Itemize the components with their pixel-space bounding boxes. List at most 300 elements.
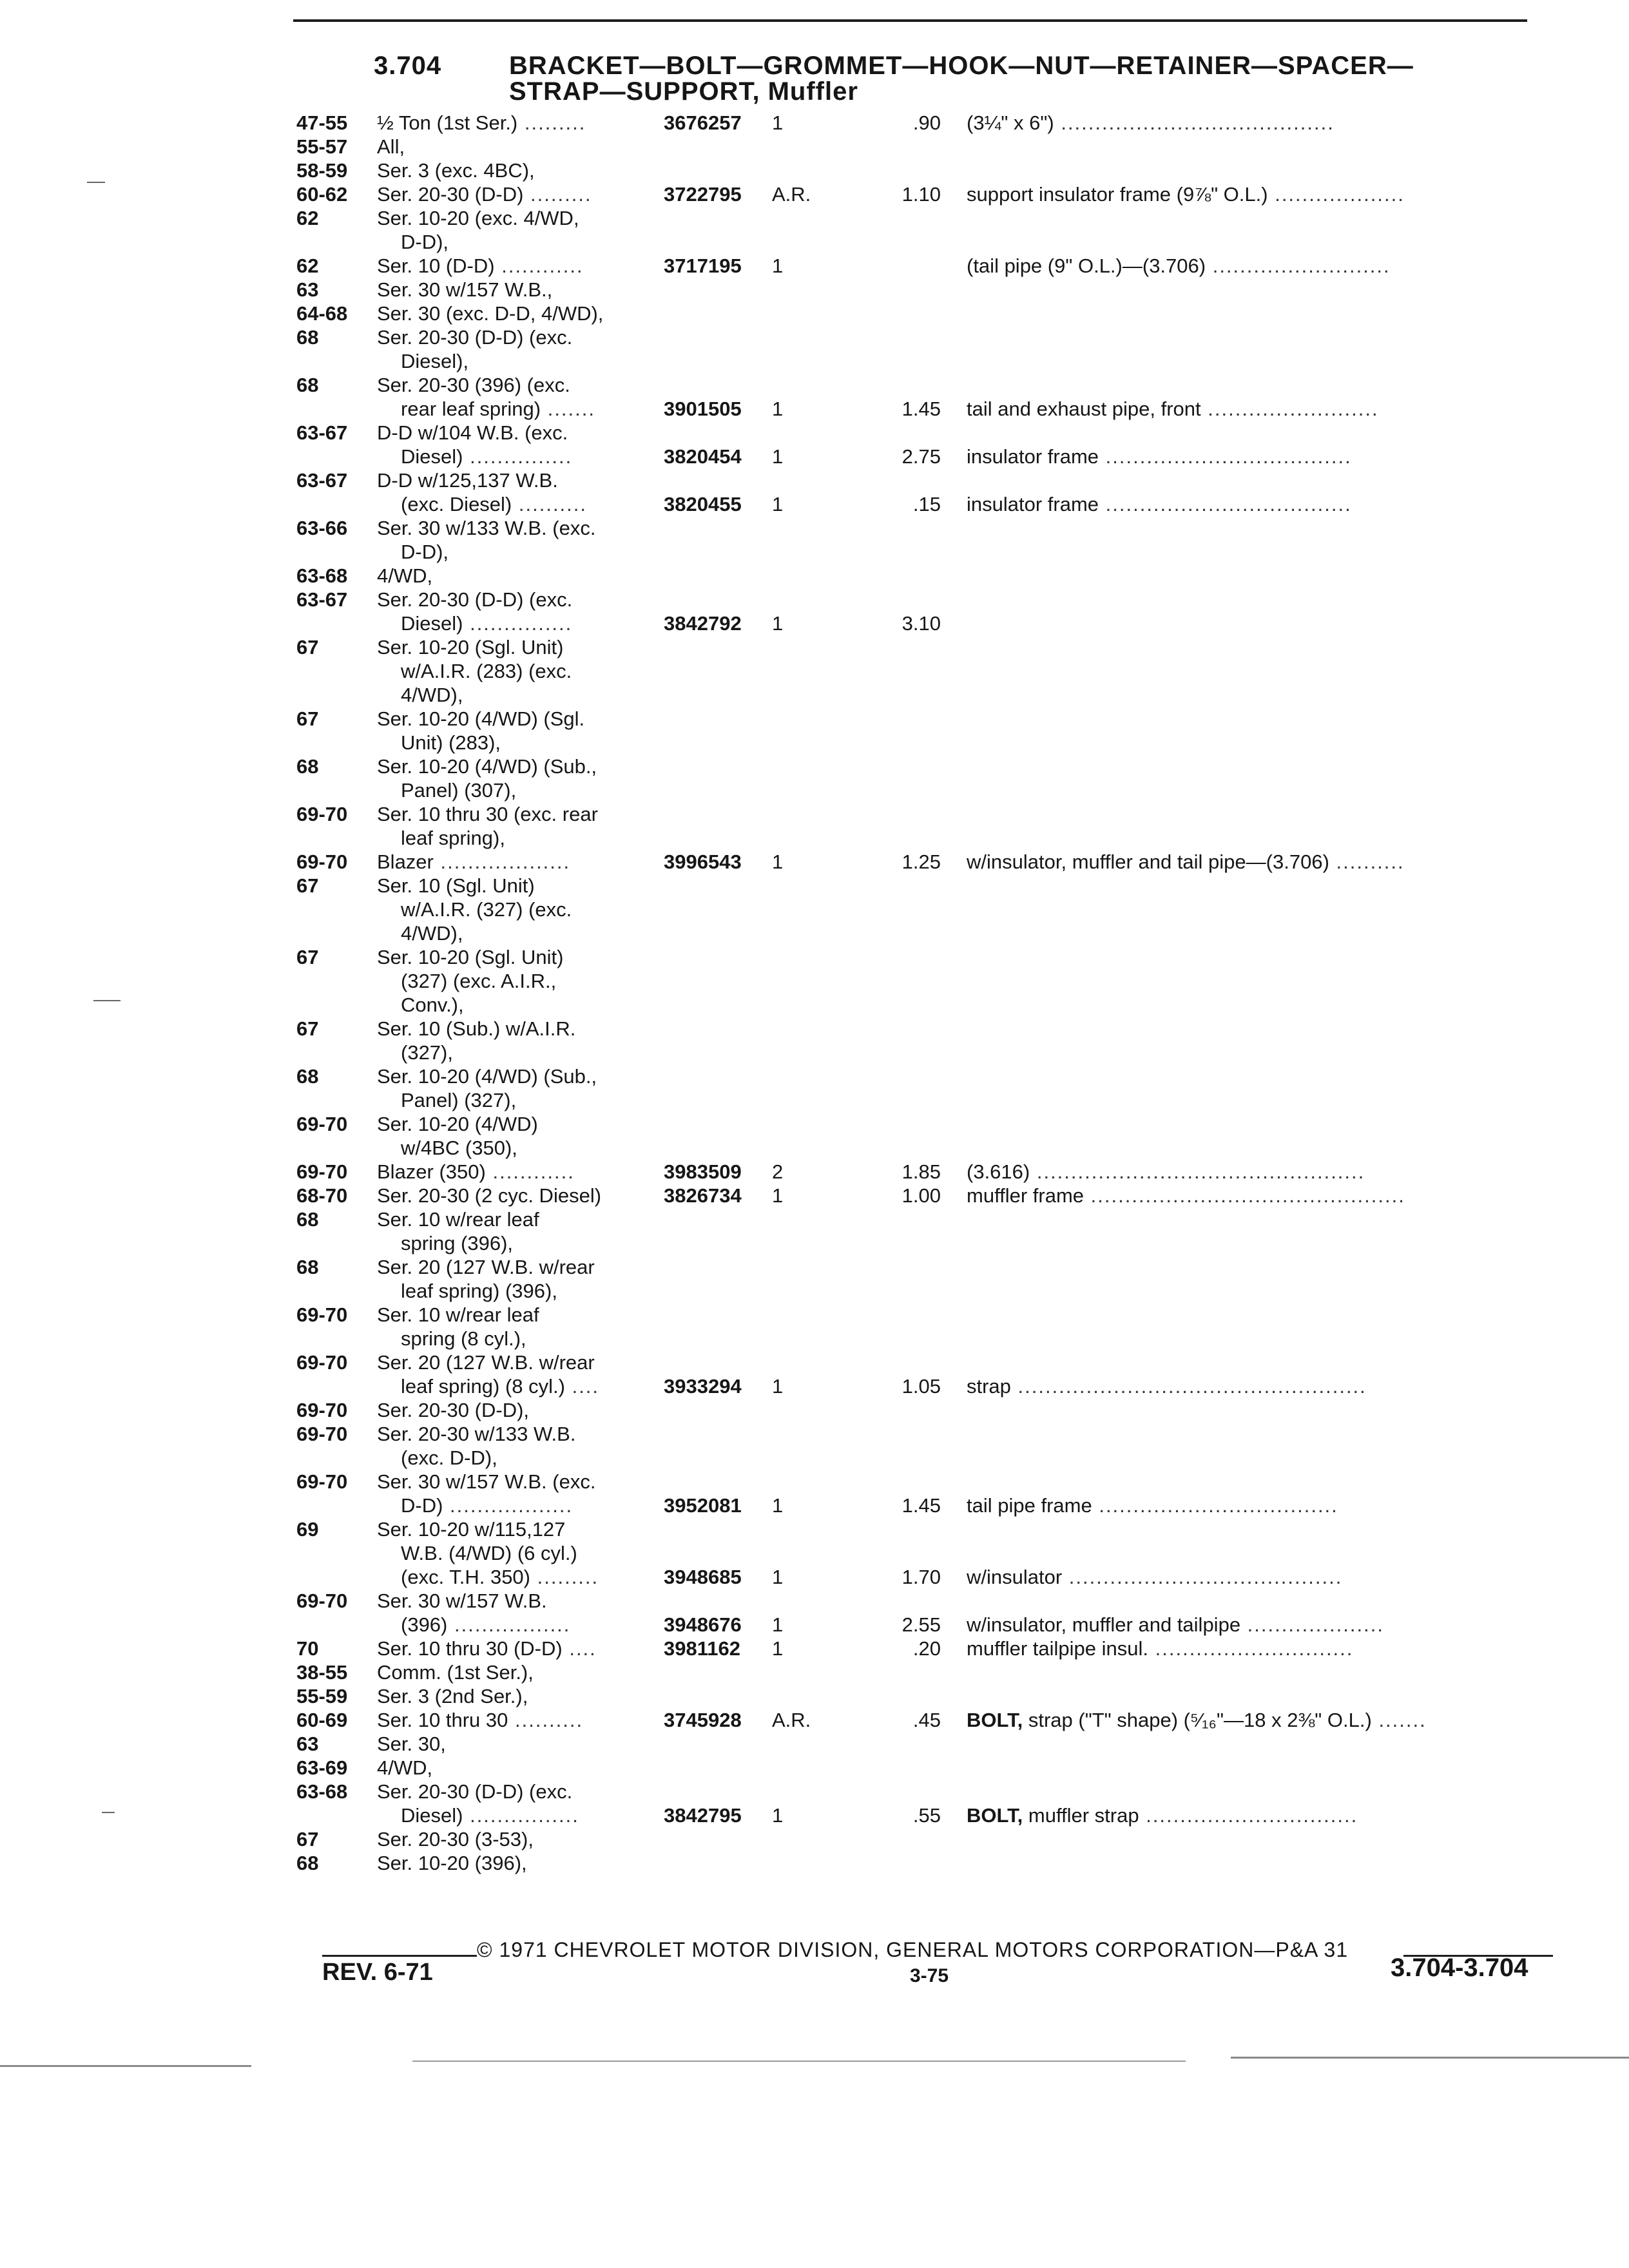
description-cell — [967, 397, 1559, 421]
model-year: 69-70 — [296, 1399, 348, 1421]
application-text: w/A.I.R. (283) (exc. — [401, 660, 572, 682]
model-year: 63-68 — [296, 564, 348, 587]
description-cell — [967, 1708, 1559, 1732]
parts-row — [296, 206, 1559, 230]
model-year: 69-70 — [296, 1113, 348, 1135]
parts-row — [296, 1136, 1559, 1160]
model-year: 69-70 — [296, 1470, 348, 1493]
description-text: support insulator frame (9⅞" O.L.) — [967, 183, 1268, 206]
application-cell — [401, 1041, 752, 1064]
description-leader: .......... — [1329, 850, 1405, 873]
parts-row — [296, 278, 1559, 302]
description-cell — [967, 445, 1559, 468]
parts-row — [296, 802, 1559, 826]
list-price: 1.00 — [901, 1184, 941, 1207]
quantity: A.R. — [772, 1709, 811, 1731]
quantity: 2 — [772, 1160, 784, 1183]
application-text: Ser. 30 w/157 W.B. — [377, 1590, 547, 1612]
part-number: 3820454 — [664, 445, 742, 468]
model-year: 69-70 — [296, 803, 348, 825]
description-leader: .............................................. — [1084, 1184, 1405, 1207]
application-text: Ser. 10-20 (4/WD) (Sub., — [377, 755, 597, 778]
application-cell — [377, 1660, 728, 1684]
application-text: w/4BC (350), — [401, 1137, 517, 1159]
application-text: Blazer — [377, 850, 434, 873]
application-cell — [401, 230, 752, 254]
application-text: Ser. 10 thru 30 (D-D) — [377, 1637, 563, 1660]
description-cell — [967, 1565, 1559, 1589]
part-number: 3745928 — [664, 1709, 742, 1731]
application-cell — [401, 969, 752, 993]
list-price: 2.75 — [901, 445, 941, 468]
section-title-line2-text: STRAP—SUPPORT, — [509, 77, 760, 106]
application-leader: ............ — [494, 255, 584, 277]
application-cell — [377, 278, 728, 302]
model-year: 67 — [296, 636, 319, 658]
application-text: leaf spring) (396), — [401, 1280, 557, 1302]
model-year: 69-70 — [296, 1590, 348, 1612]
application-text: Panel) (307), — [401, 779, 517, 802]
description-leader: ......................... — [1200, 398, 1379, 420]
application-cell — [377, 1422, 728, 1446]
application-cell — [377, 1756, 728, 1780]
application-text: Diesel) — [401, 1804, 463, 1827]
application-leader: .... — [562, 1637, 597, 1660]
application-cell — [377, 159, 728, 182]
description-cell — [967, 182, 1559, 206]
list-price: 1.45 — [901, 1494, 941, 1517]
parts-row — [296, 230, 1559, 254]
model-year: 67 — [296, 707, 319, 730]
application-text: Ser. 10 (Sgl. Unit) — [377, 874, 535, 897]
parts-row — [296, 1088, 1559, 1112]
parts-row — [296, 1494, 1559, 1517]
parts-row — [296, 683, 1559, 707]
parts-row — [296, 850, 1559, 874]
application-cell — [401, 659, 752, 683]
parts-row — [296, 1350, 1559, 1374]
description-text: tail pipe frame — [967, 1494, 1092, 1517]
copyright-line: © 1971 CHEVROLET MOTOR DIVISION, GENERAL MOTORS CORPORATION—P&A 31 — [477, 1938, 1349, 1961]
list-price: .90 — [912, 111, 941, 134]
description-leader: ........................................ — [1054, 111, 1335, 134]
description-text: muffler frame — [967, 1184, 1084, 1207]
parts-row — [296, 1660, 1559, 1684]
part-number: 3676257 — [664, 111, 742, 134]
application-text: D-D), — [401, 231, 449, 253]
description-text: muffler strap — [1028, 1804, 1139, 1827]
application-cell — [401, 1088, 752, 1112]
application-text: D-D w/125,137 W.B. — [377, 469, 558, 492]
part-number: 3952081 — [664, 1494, 742, 1517]
application-text: (exc. T.H. 350) — [401, 1566, 531, 1588]
application-cell — [377, 302, 728, 325]
model-year: 58-59 — [296, 159, 348, 182]
application-leader: ....... — [541, 398, 595, 420]
section-title-line1: BRACKET—BOLT—GROMMET—HOOK—NUT—RETAINER—SPACER— — [509, 52, 1414, 80]
application-cell — [377, 945, 728, 969]
model-year: 68 — [296, 1065, 319, 1088]
list-price: 1.25 — [901, 850, 941, 873]
margin-mark-3 — [102, 1812, 115, 1813]
quantity: 1 — [772, 111, 784, 134]
part-number: 3842795 — [664, 1804, 742, 1827]
application-cell — [377, 874, 728, 898]
application-text: All, — [377, 135, 405, 158]
quantity: 1 — [772, 493, 784, 515]
application-text: W.B. (4/WD) (6 cyl.) — [401, 1542, 577, 1564]
application-text: Ser. 10-20 (396), — [377, 1852, 527, 1874]
parts-row — [296, 1756, 1559, 1780]
application-cell — [377, 1207, 728, 1231]
model-year: 70 — [296, 1637, 319, 1660]
model-year: 63-67 — [296, 421, 348, 444]
application-text: Conv.), — [401, 994, 464, 1016]
description-leader: ................................... — [1092, 1494, 1338, 1517]
section-subtitle: Muffler — [767, 77, 858, 106]
bottom-rule-center — [412, 2061, 1186, 2062]
part-number: 3901505 — [664, 398, 742, 420]
quantity: 1 — [772, 1613, 784, 1636]
description-leader: ................................................... — [1010, 1375, 1367, 1398]
model-year: 69-70 — [296, 1303, 348, 1326]
model-year: 67 — [296, 1828, 319, 1850]
parts-row — [296, 135, 1559, 159]
application-text: (exc. D-D), — [401, 1446, 497, 1469]
application-text: Ser. 10 w/rear leaf — [377, 1303, 539, 1326]
application-text: Ser. 20-30 (D-D) (exc. — [377, 1780, 573, 1803]
application-text: Diesel) — [401, 445, 463, 468]
description-cell — [967, 850, 1559, 874]
application-text: rear leaf spring) — [401, 398, 541, 420]
application-cell — [377, 1064, 728, 1088]
parts-row — [296, 588, 1559, 611]
parts-row — [296, 707, 1559, 731]
application-text: (exc. Diesel) — [401, 493, 512, 515]
parts-row — [296, 1541, 1559, 1565]
description-leader: .................................... — [1099, 445, 1352, 468]
quantity: 1 — [772, 1375, 784, 1398]
parts-row — [296, 1064, 1559, 1088]
model-year: 47-55 — [296, 111, 348, 134]
parts-row — [296, 1565, 1559, 1589]
application-cell — [377, 1398, 728, 1422]
application-text: spring (8 cyl.), — [401, 1327, 526, 1350]
part-number: 3948685 — [664, 1566, 742, 1588]
parts-row — [296, 826, 1559, 850]
application-text: Ser. 10 w/rear leaf — [377, 1208, 539, 1231]
model-year: 63-66 — [296, 517, 348, 539]
description-text: (3¼" x 6") — [967, 111, 1054, 134]
application-cell — [401, 898, 752, 921]
application-cell — [401, 349, 752, 373]
page-number: 3-75 — [910, 1965, 949, 1986]
parts-row — [296, 1207, 1559, 1231]
application-cell — [377, 1303, 728, 1327]
application-cell — [377, 1112, 728, 1136]
part-number: 3948676 — [664, 1613, 742, 1636]
parts-row — [296, 254, 1559, 278]
margin-mark-2 — [93, 1000, 120, 1001]
application-text: Ser. 20-30 (396) (exc. — [377, 374, 570, 396]
model-year: 64-68 — [296, 302, 348, 325]
application-leader: ............... — [463, 445, 573, 468]
quantity: 1 — [772, 445, 784, 468]
quantity: 1 — [772, 1804, 784, 1827]
parts-row — [296, 159, 1559, 182]
application-leader: ................. — [447, 1613, 571, 1636]
application-leader: .................. — [443, 1494, 574, 1517]
application-text: Diesel), — [401, 350, 469, 372]
application-cell — [377, 1827, 728, 1851]
description-text: insulator frame — [967, 445, 1099, 468]
description-cell — [967, 1494, 1559, 1517]
description-cell — [967, 1803, 1559, 1827]
model-year: 69-70 — [296, 1160, 348, 1183]
parts-row — [296, 182, 1559, 206]
parts-row — [296, 1112, 1559, 1136]
model-year: 63-68 — [296, 1780, 348, 1803]
list-price: .20 — [912, 1637, 941, 1660]
description-text: muffler tailpipe insul. — [967, 1637, 1149, 1660]
application-text: Ser. 30 w/133 W.B. (exc. — [377, 517, 596, 539]
model-year: 69-70 — [296, 1351, 348, 1374]
application-text: Ser. 20-30 w/133 W.B. — [377, 1423, 576, 1445]
application-text: 4/WD, — [377, 564, 433, 587]
model-year: 63 — [296, 278, 319, 301]
application-cell — [377, 564, 728, 588]
parts-row — [296, 540, 1559, 564]
description-cell — [967, 1374, 1559, 1398]
application-text: Unit) (283), — [401, 731, 501, 754]
application-text: Ser. 20-30 (2 cyc. Diesel) — [377, 1184, 602, 1207]
quantity: 1 — [772, 850, 784, 873]
application-cell — [377, 206, 728, 230]
application-text: Ser. 10-20 w/115,127 — [377, 1518, 566, 1541]
parts-row — [296, 1470, 1559, 1494]
application-leader: .... — [564, 1375, 600, 1398]
model-year: 69-70 — [296, 1423, 348, 1445]
parts-row — [296, 1803, 1559, 1827]
application-leader: .......... — [512, 493, 588, 515]
application-text: leaf spring), — [401, 827, 505, 849]
quantity: 1 — [772, 1494, 784, 1517]
application-text: Ser. 20 (127 W.B. w/rear — [377, 1351, 595, 1374]
application-cell — [401, 826, 752, 850]
description-leader: ............................. — [1148, 1637, 1354, 1660]
application-cell — [377, 635, 728, 659]
application-text: Ser. 10-20 (exc. 4/WD, — [377, 207, 579, 229]
application-cell — [401, 921, 752, 945]
quantity: A.R. — [772, 183, 811, 206]
application-text: spring (396), — [401, 1232, 514, 1254]
parts-row — [296, 373, 1559, 397]
model-year: 55-57 — [296, 135, 348, 158]
description-cell — [967, 1613, 1559, 1637]
parts-row — [296, 1160, 1559, 1184]
application-text: D-D) — [401, 1494, 443, 1517]
application-text: Blazer (350) — [377, 1160, 486, 1183]
application-text: Ser. 20-30 (D-D), — [377, 1399, 530, 1421]
parts-row — [296, 516, 1559, 540]
parts-row — [296, 421, 1559, 445]
application-text: (396) — [401, 1613, 448, 1636]
application-cell — [401, 1136, 752, 1160]
application-text: 4/WD, — [377, 1756, 433, 1779]
application-cell — [401, 731, 752, 754]
application-cell — [377, 135, 728, 159]
parts-row — [296, 397, 1559, 421]
revision-date: REV. 6-71 — [322, 1959, 433, 1986]
application-cell — [377, 1255, 728, 1279]
application-text: Panel) (327), — [401, 1089, 517, 1111]
parts-row — [296, 1517, 1559, 1541]
list-price: .45 — [912, 1709, 941, 1731]
description-leader: .................................... — [1099, 493, 1352, 515]
top-rule — [293, 19, 1527, 22]
quantity: 1 — [772, 1184, 784, 1207]
model-year: 67 — [296, 874, 319, 897]
application-cell — [377, 1470, 728, 1494]
application-cell — [401, 540, 752, 564]
quantity: 1 — [772, 255, 784, 277]
application-cell — [377, 1851, 728, 1875]
description-leader: ................... — [1268, 183, 1405, 206]
model-year: 69 — [296, 1518, 319, 1541]
application-leader: ............ — [485, 1160, 575, 1183]
application-cell — [401, 1446, 752, 1470]
application-text: Ser. 30 (exc. D-D, 4/WD), — [377, 302, 604, 325]
model-year: 62 — [296, 255, 319, 277]
description-cell — [967, 1637, 1559, 1660]
application-leader: ......... — [523, 183, 592, 206]
footer-rule-left — [322, 1955, 477, 1957]
parts-list — [296, 111, 1559, 1875]
application-text: ½ Ton (1st Ser.) — [377, 111, 518, 134]
application-cell — [377, 707, 728, 731]
quantity: 1 — [772, 1566, 784, 1588]
description-leader: ........................................ — [1062, 1566, 1343, 1588]
application-cell — [377, 421, 728, 445]
model-year: 68 — [296, 1852, 319, 1874]
description-leader: .................... — [1240, 1613, 1384, 1636]
parts-row — [296, 1398, 1559, 1422]
list-price: 2.55 — [901, 1613, 941, 1636]
application-text: Diesel) — [401, 612, 463, 635]
description-leader: ................................................ — [1030, 1160, 1365, 1183]
parts-row — [296, 778, 1559, 802]
application-text: D-D), — [401, 541, 449, 563]
parts-row — [296, 1637, 1559, 1660]
application-text: Ser. 10-20 (4/WD) (Sgl. — [377, 707, 585, 730]
parts-row — [296, 1446, 1559, 1470]
description-cell — [967, 1160, 1559, 1184]
parts-row — [296, 349, 1559, 373]
application-leader: ................... — [433, 850, 571, 873]
parts-row — [296, 874, 1559, 898]
application-text: Ser. 20-30 (D-D) (exc. — [377, 326, 573, 349]
application-cell — [377, 802, 728, 826]
list-price: .15 — [912, 493, 941, 515]
description-cell — [967, 1184, 1559, 1207]
application-text: Ser. 10 (Sub.) w/A.I.R. — [377, 1017, 576, 1040]
parts-row — [296, 302, 1559, 325]
application-leader: .......... — [508, 1709, 584, 1731]
parts-row — [296, 1851, 1559, 1875]
parts-row — [296, 1613, 1559, 1637]
parts-row — [296, 1374, 1559, 1398]
parts-row — [296, 1589, 1559, 1613]
application-cell — [377, 1350, 728, 1374]
model-year: 55-59 — [296, 1685, 348, 1707]
parts-row — [296, 1231, 1559, 1255]
list-price: 1.70 — [901, 1566, 941, 1588]
application-cell — [377, 516, 728, 540]
application-text: Ser. 20-30 (D-D) — [377, 183, 524, 206]
application-leader: ......... — [517, 111, 586, 134]
parts-row — [296, 1303, 1559, 1327]
parts-row — [296, 731, 1559, 754]
part-number: 3842792 — [664, 612, 742, 635]
parts-row — [296, 445, 1559, 468]
parts-row — [296, 1017, 1559, 1041]
application-text: Ser. 10-20 (4/WD) — [377, 1113, 538, 1135]
description-part-name: BOLT, — [967, 1804, 1023, 1827]
description-text: strap ("T" shape) (⁵⁄₁₆"—18 x 2⅜" O.L.) — [1028, 1709, 1372, 1731]
parts-row — [296, 1732, 1559, 1756]
application-cell — [377, 373, 728, 397]
parts-row — [296, 659, 1559, 683]
application-cell — [401, 1327, 752, 1350]
description-part-name: BOLT, — [967, 1709, 1023, 1731]
part-number: 3717195 — [664, 255, 742, 277]
application-cell — [401, 1541, 752, 1565]
model-year: 38-55 — [296, 1661, 348, 1684]
parts-row — [296, 1684, 1559, 1708]
model-year: 67 — [296, 1017, 319, 1040]
parts-row — [296, 1279, 1559, 1303]
description-text: w/insulator, muffler and tail pipe—(3.706) — [967, 850, 1329, 873]
application-text: D-D w/104 W.B. (exc. — [377, 421, 568, 444]
application-leader: ............... — [463, 612, 573, 635]
model-year: 68-70 — [296, 1184, 348, 1207]
application-leader: ......... — [530, 1566, 599, 1588]
parts-row — [296, 1041, 1559, 1064]
list-price: 3.10 — [901, 612, 941, 635]
model-year: 69-70 — [296, 850, 348, 873]
parts-row — [296, 969, 1559, 993]
model-year: 67 — [296, 946, 319, 968]
application-cell — [377, 1517, 728, 1541]
parts-row — [296, 754, 1559, 778]
bottom-rule-left — [0, 2065, 251, 2067]
application-text: Ser. 3 (exc. 4BC), — [377, 159, 535, 182]
part-number: 3983509 — [664, 1160, 742, 1183]
parts-row — [296, 1184, 1559, 1207]
application-text: 4/WD), — [401, 684, 463, 706]
application-text: (327), — [401, 1041, 453, 1064]
quantity: 1 — [772, 612, 784, 635]
parts-row — [296, 1422, 1559, 1446]
bottom-rule-right — [1231, 2057, 1629, 2059]
application-text: Ser. 20 (127 W.B. w/rear — [377, 1256, 595, 1278]
parts-row — [296, 111, 1559, 135]
parts-row — [296, 1255, 1559, 1279]
section-range: 3.704-3.704 — [1391, 1954, 1528, 1982]
description-text: insulator frame — [967, 493, 1099, 515]
part-number: 3722795 — [664, 183, 742, 206]
application-text: Ser. 20-30 (3-53), — [377, 1828, 534, 1850]
